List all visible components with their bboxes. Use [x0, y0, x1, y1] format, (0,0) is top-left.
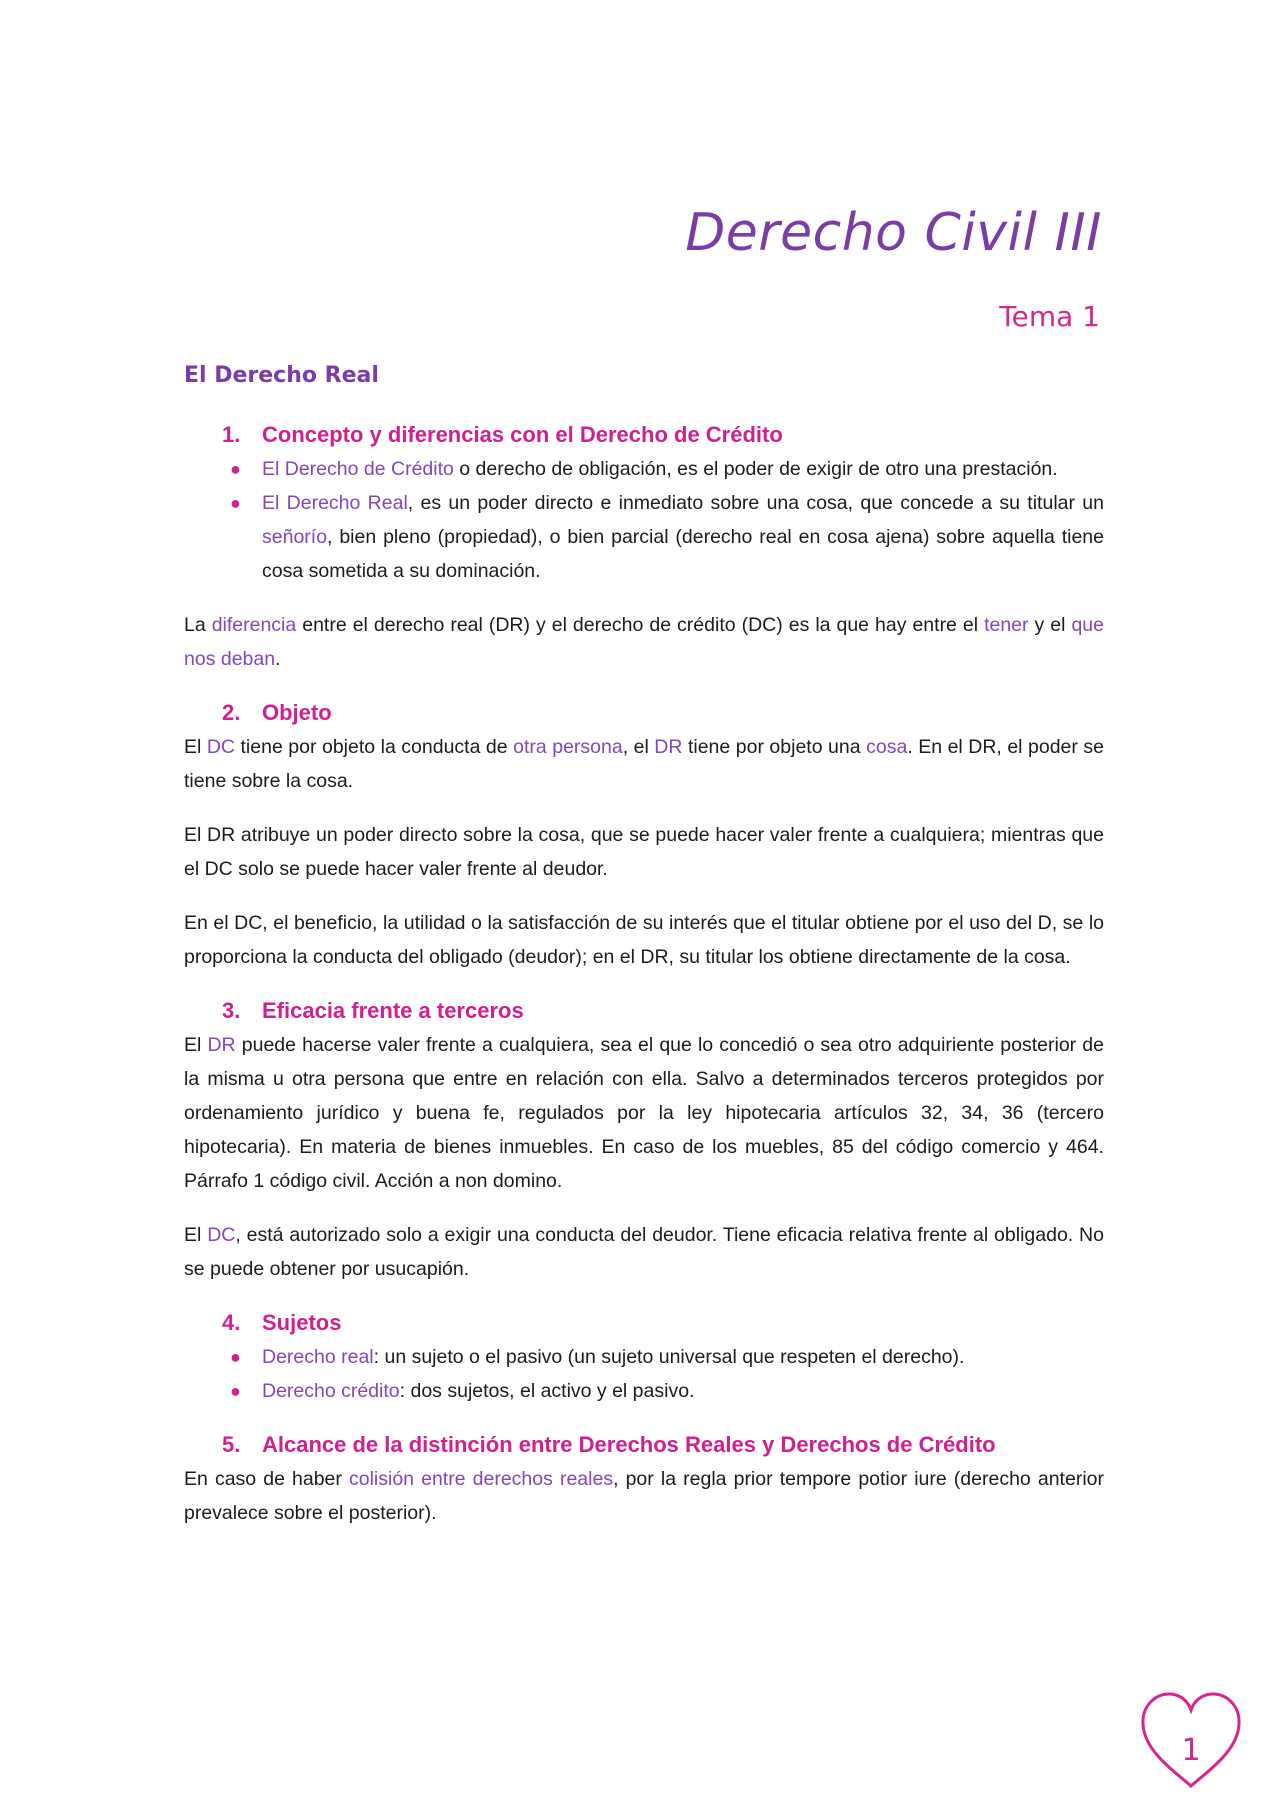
- bullet-icon: ●: [230, 1347, 241, 1367]
- page-number: 1: [1181, 1733, 1201, 1768]
- heading-5: [184, 1428, 1104, 1462]
- text-run: El: [184, 736, 207, 758]
- term-highlight: Derecho real: [262, 1346, 374, 1368]
- term-highlight: DC: [206, 736, 236, 758]
- term-highlight: colisión entre derechos reales: [348, 1468, 614, 1490]
- list-item-text: o derecho de obligación, es el poder de exigir de otro una prestación.: [453, 458, 1058, 480]
- text-run: , por la regla prior tempore potior iure (derecho anterior prevalece sobre el posterior).: [184, 1468, 1104, 1524]
- bullet-list-2: [184, 1340, 1104, 1408]
- term-highlight: señorío: [262, 526, 328, 548]
- section-title: El Derecho Real: [184, 363, 379, 388]
- list-item: [184, 452, 1104, 486]
- list-item-text: : un sujeto o el pasivo (un sujeto universal que respeten el derecho).: [373, 1346, 965, 1368]
- text-run: La: [184, 614, 212, 636]
- bullet-icon: ●: [230, 459, 241, 479]
- term-highlight: Derecho crédito: [262, 1380, 400, 1402]
- term-highlight: DR: [207, 1034, 236, 1056]
- paragraph: El DR atribuye un poder directo sobre la cosa, que se puede hacer valer frente a cualquiera; mientras que el DC solo se puede hacer valer frente al deudor.: [184, 824, 1104, 880]
- heading-number: 1.: [222, 422, 241, 447]
- text-run: y el: [1028, 614, 1072, 636]
- paragraph: [184, 730, 1104, 798]
- text-run: .: [275, 648, 281, 670]
- text-run: , el: [622, 736, 655, 758]
- heading-text: Objeto: [262, 700, 332, 725]
- paragraph: [184, 1028, 1104, 1198]
- list-item-text: , bien pleno (propiedad), o bien parcial (derecho real en cosa ajena) sobre aquella tiene cosa sometida a su dominación.: [262, 526, 1104, 582]
- list-item-text: , es un poder directo e inmediato sobre una cosa, que concede a su titular un: [407, 492, 1104, 514]
- bullet-icon: ●: [230, 493, 241, 513]
- document-title: Derecho Civil III: [685, 203, 1102, 263]
- text-run: tiene por objeto una: [682, 736, 867, 758]
- text-run: tiene por objeto la conducta de: [235, 736, 514, 758]
- text-run: El: [184, 1034, 208, 1056]
- text-run: En caso de haber: [184, 1468, 349, 1490]
- text-run: . En el DR, el poder se tiene sobre la cosa.: [184, 736, 1104, 792]
- heading-number: 5.: [222, 1432, 241, 1457]
- heading-number: 2.: [222, 700, 241, 725]
- heading-4: [184, 1306, 1104, 1340]
- list-item-text: : dos sujetos, el activo y el pasivo.: [399, 1380, 695, 1402]
- term-highlight: DR: [654, 736, 683, 758]
- text-run: El: [184, 1224, 208, 1246]
- term-highlight: tener: [984, 614, 1029, 636]
- text-run: entre el derecho real (DR) y el derecho de crédito (DC) es la que hay entre el: [296, 614, 985, 636]
- document-body: [184, 418, 1104, 1550]
- text-run: puede hacerse valer frente a cualquiera, sea el que lo concedió o sea otro adquiriente posterior de la misma u otra persona que entre en relación con ella. Salvo a determinados terceros protegidos por ordenamiento jurídico y buena fe, regulados por la ley hipotecaria artículos 32, 34, 36 (tercero hipotecaria). En materia de bienes inmuebles. En caso de los muebles, 85 del código comercio y 464. Párrafo 1 código civil. Acción a non domino.: [184, 1034, 1104, 1192]
- term-highlight: cosa: [866, 736, 908, 758]
- heading-number: 4.: [222, 1310, 241, 1335]
- heading-number: 3.: [222, 998, 241, 1023]
- text-run: , está autorizado solo a exigir una conducta del deudor. Tiene eficacia relativa frente al obligado. No se puede obtener por usucapión.: [184, 1224, 1104, 1280]
- paragraph: En el DC, el beneficio, la utilidad o la satisfacción de su interés que el titular obtiene por el uso del D, se lo proporciona la conducta del obligado (deudor); en el DR, su titular los obtiene directamente de la cosa.: [184, 912, 1104, 968]
- term-highlight: El Derecho Real: [262, 492, 408, 514]
- bullet-list-1: [184, 452, 1104, 588]
- heading-3: [184, 994, 1104, 1028]
- heading-text: Sujetos: [262, 1310, 342, 1335]
- term-highlight: diferencia: [211, 614, 297, 636]
- term-highlight: otra persona: [513, 736, 623, 758]
- bullet-icon: ●: [230, 1381, 241, 1401]
- paragraph: [184, 608, 1104, 676]
- term-highlight: DC: [207, 1224, 236, 1246]
- heading-2: [184, 696, 1104, 730]
- term-highlight: El Derecho de Crédito: [262, 458, 454, 480]
- list-item: [184, 1374, 1104, 1408]
- paragraph: [184, 1218, 1104, 1286]
- heading-text: Concepto y diferencias con el Derecho de Crédito: [262, 422, 783, 447]
- paragraph: [184, 1462, 1104, 1530]
- heading-text: Alcance de la distinción entre Derechos Reales y Derechos de Crédito: [262, 1432, 996, 1457]
- term-highlight: que nos deban: [184, 614, 1104, 670]
- heading-1: [184, 418, 1104, 452]
- list-item: [184, 486, 1104, 588]
- document-subtitle: Tema 1: [999, 300, 1100, 333]
- heading-text: Eficacia frente a terceros: [262, 998, 524, 1023]
- list-item: [184, 1340, 1104, 1374]
